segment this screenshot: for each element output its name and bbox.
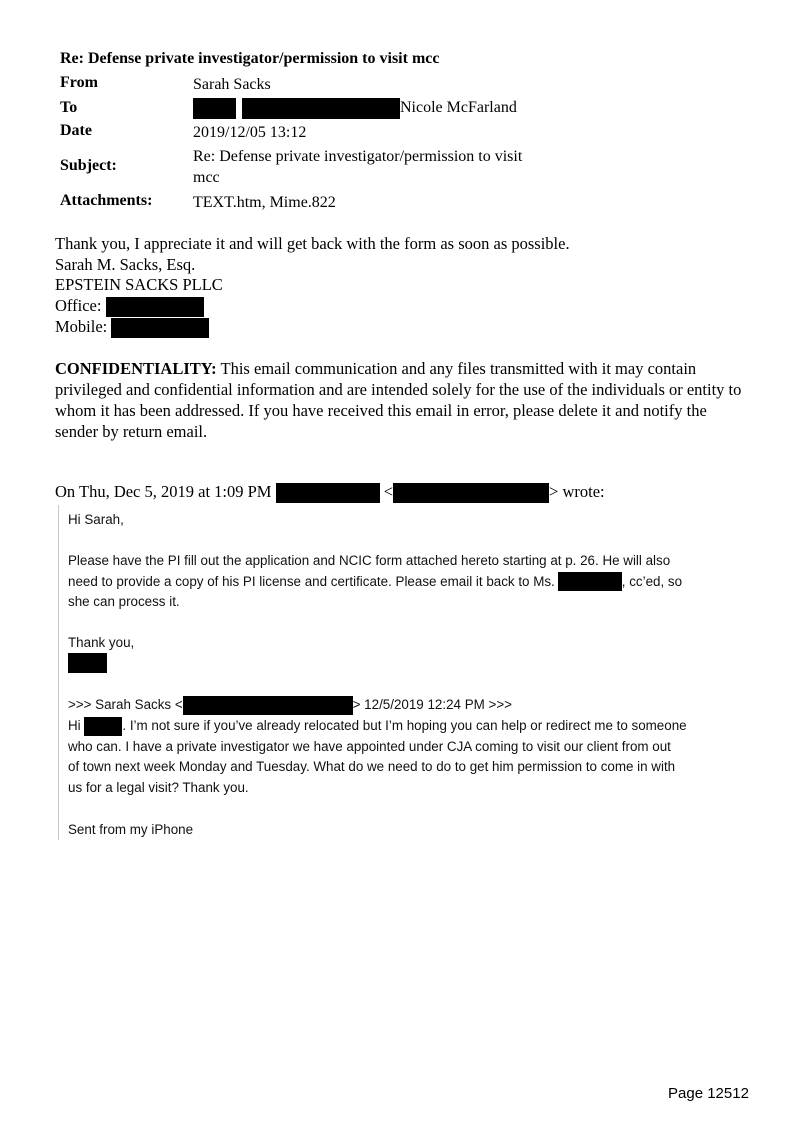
quoted-greeting: Hi Sarah, xyxy=(68,512,124,527)
subject-label: Subject: xyxy=(60,157,117,174)
reply-header-lt: < xyxy=(383,482,394,501)
office-label: Office: xyxy=(55,295,102,315)
quoted-paragraph-1 xyxy=(68,551,682,613)
quoted-signoff: Sent from my iPhone xyxy=(68,822,194,837)
redaction xyxy=(84,717,122,736)
date-value: 2019/12/05 13:12 xyxy=(193,124,307,141)
mobile-label: Mobile: xyxy=(55,316,108,336)
email-title: Re: Defense private investigator/permission to visit mcc xyxy=(60,50,440,67)
quoted-paragraph-2 xyxy=(68,716,687,798)
attachments-value: TEXT.htm, Mime.822 xyxy=(193,194,336,211)
quoted-text: Hi xyxy=(68,718,81,733)
to-value: Nicole McFarland xyxy=(400,99,517,116)
mobile-line xyxy=(55,317,570,338)
page-number: Page 12512 xyxy=(668,1085,749,1102)
confidentiality-heading: CONFIDENTIALITY: xyxy=(55,359,217,378)
from-label: From xyxy=(60,74,98,91)
quoted-line: she can process it. xyxy=(68,594,180,609)
from-value: Sarah Sacks xyxy=(193,76,271,93)
message-body xyxy=(55,234,570,338)
to-label: To xyxy=(60,99,78,116)
redaction xyxy=(242,98,400,119)
quoted-text: , cc’ed, so xyxy=(621,573,683,589)
quoted-text: . I’m not sure if you’ve already relocated but I’m hoping you can help or redirect me to someone xyxy=(122,718,687,733)
subject-value-line2: mcc xyxy=(193,169,220,186)
to-value-wrap xyxy=(193,97,613,119)
quoted-thanks: Thank you, xyxy=(68,635,135,650)
quoted-line: Please have the PI fill out the application and NCIC form attached hereto starting at p. 26. He will also xyxy=(68,553,671,568)
forwarded-header xyxy=(68,695,512,716)
signature-firm: EPSTEIN SACKS PLLC xyxy=(55,275,223,294)
redaction xyxy=(183,696,353,715)
quoted-text: need to provide a copy of his PI license and certificate. Please email it back to Ms. xyxy=(68,573,555,589)
quoted-line: us for a legal visit? Thank you. xyxy=(68,779,249,795)
confidentiality-notice xyxy=(55,358,745,442)
attachments-label: Attachments: xyxy=(60,192,153,209)
subject-value xyxy=(193,146,613,188)
redaction xyxy=(106,297,204,317)
reply-header-prefix: On Thu, Dec 5, 2019 at 1:09 PM xyxy=(55,482,272,501)
subject-value-line1: Re: Defense private investigator/permission to visit xyxy=(193,148,523,165)
signature-name: Sarah M. Sacks, Esq. xyxy=(55,254,196,274)
redaction xyxy=(276,483,380,503)
redaction xyxy=(68,653,107,673)
date-label: Date xyxy=(60,122,92,139)
office-line xyxy=(55,296,570,317)
quoted-line: of town next week Monday and Tuesday. What do we need to do to get him permission to come in with xyxy=(68,759,676,774)
quoted-line xyxy=(68,716,687,737)
forwarded-header-a: >>> Sarah Sacks < xyxy=(68,697,183,712)
body-line: Thank you, I appreciate it and will get back with the form as soon as possible. xyxy=(55,234,570,253)
redaction xyxy=(558,572,622,591)
quoted-line xyxy=(68,572,682,593)
redaction xyxy=(193,98,236,119)
quoted-line: who can. I have a private investigator we have appointed under CJA coming to visit our client from out xyxy=(68,738,671,754)
reply-header xyxy=(55,482,605,503)
redaction xyxy=(111,318,209,338)
redaction xyxy=(393,483,549,503)
reply-header-suffix: > wrote: xyxy=(549,482,605,501)
forwarded-header-b: > 12/5/2019 12:24 PM >>> xyxy=(352,697,512,712)
confidentiality-text: This email communication and any files transmitted with it may contain privileged and confidential information and are intended solely for the use of the individuals or entity to whom it has been addressed. If you have received this email in error, please delete it and notify the sender by return email. xyxy=(55,359,742,441)
